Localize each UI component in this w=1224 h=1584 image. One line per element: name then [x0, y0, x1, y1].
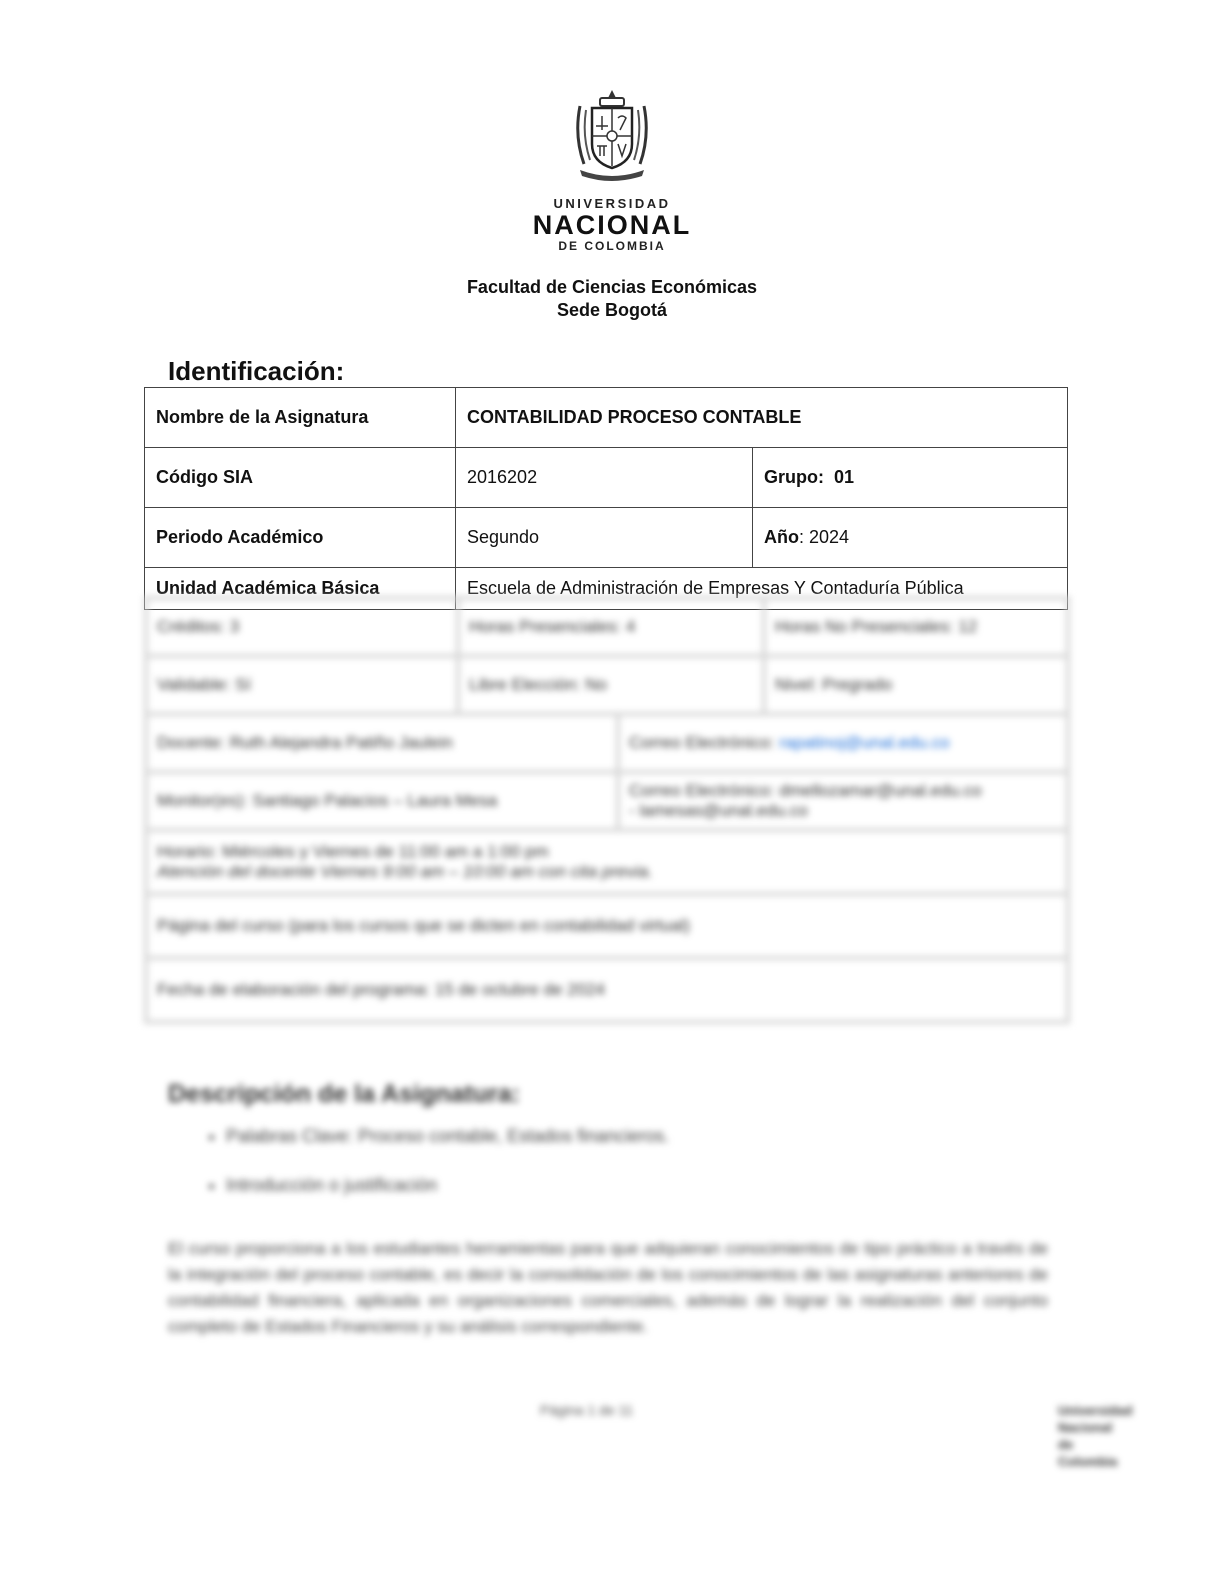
- schedule-cell: [146, 830, 1068, 894]
- teacher-email-label: Correo Electrónico:: [629, 733, 775, 752]
- schedule: Horario: Miércoles y Viernes de 11:00 am a 1:00 pm: [157, 842, 549, 861]
- staff-table: [144, 712, 1070, 832]
- teacher-email-link[interactable]: rapatinoj@unal.edu.co: [779, 733, 950, 752]
- university-seal-icon: [570, 86, 654, 186]
- group-label: Grupo:: [764, 467, 824, 487]
- credits: Créditos: 3: [146, 598, 458, 656]
- table-row: [145, 448, 1068, 508]
- elaboration-date: Fecha de elaboración del programa: 15 de octubre de 2024: [146, 958, 1068, 1022]
- description-list: [200, 1126, 1026, 1224]
- monitors-email-2: - lamesas@unal.edu.co: [629, 801, 808, 820]
- unit-value: Escuela de Administración de Empresas Y Contaduría Pública: [456, 568, 1068, 610]
- identification-table: [144, 387, 1068, 610]
- list-item: • Palabras Clave: Proceso contable, Estados financieros.: [226, 1126, 1026, 1147]
- faculty-name: Facultad de Ciencias Económicas: [466, 277, 758, 297]
- code-label: Código SIA: [145, 448, 456, 508]
- university-logo: [0, 86, 1224, 253]
- schedule-table: [144, 828, 1070, 1024]
- stamp-line3: de Colombia: [1058, 1437, 1118, 1469]
- year-cell: [753, 508, 1068, 568]
- subject-label: Nombre de la Asignatura: [145, 388, 456, 448]
- presential-hours: Horas Presenciales: 4: [458, 598, 764, 656]
- attention: Atención del docente Viernes 9:00 am – 10:00 am con cita previa.: [157, 862, 653, 881]
- group-value: 01: [834, 467, 855, 487]
- identification-title: Identificación:: [168, 356, 345, 386]
- level: Nivel: Pregrado: [764, 656, 1068, 714]
- campus-name: Sede Bogotá: [556, 300, 667, 320]
- table-row: [145, 508, 1068, 568]
- table-row: [146, 656, 1068, 714]
- list-item: • Introducción o justificación: [226, 1175, 1026, 1196]
- teacher: Docente: Ruth Alejandra Patiño Jaulein: [146, 714, 618, 772]
- table-row: [146, 772, 1068, 830]
- free-choice: Libre Elección: No: [458, 656, 764, 714]
- faculty-heading: [0, 276, 1224, 322]
- teacher-email-cell: [618, 714, 1068, 772]
- table-row: [146, 830, 1068, 894]
- period-label: Periodo Académico: [145, 508, 456, 568]
- monitors-email-label: Correo Electrónico:: [629, 781, 775, 800]
- footer-stamp: [1058, 1402, 1132, 1470]
- university-name-line3: DE COLOMBIA: [558, 239, 666, 253]
- description-title: Descripción de la Asignatura:: [168, 1080, 520, 1108]
- course-page: Página del curso (para los cursos que se dicten en contabilidad virtual): [146, 894, 1068, 958]
- page-number: Página 1 de 11: [540, 1402, 634, 1418]
- table-row: [146, 714, 1068, 772]
- year-value: : 2024: [799, 527, 850, 547]
- table-row: [145, 388, 1068, 448]
- monitors-email-1: dmellozamar@unal.edu.co: [779, 781, 982, 800]
- subject-value: CONTABILIDAD PROCESO CONTABLE: [456, 388, 1068, 448]
- monitors: Monitor(es): Santiago Palacios – Laura Mesa: [146, 772, 618, 830]
- table-row: [146, 958, 1068, 1022]
- table-row: [146, 598, 1068, 656]
- table-row: [146, 894, 1068, 958]
- university-name-line2: NACIONAL: [532, 210, 692, 240]
- validable: Validable: Sí: [146, 656, 458, 714]
- stamp-line2: Nacional: [1058, 1420, 1113, 1435]
- group-cell: [753, 448, 1068, 508]
- period-value: Segundo: [456, 508, 753, 568]
- description-paragraph: El curso proporciona a los estudiantes herramientas para que adquieran conocimientos de tipo práctico a través de la integración del proceso contable, es decir la consolidación de los conocimientos de las asignaturas anteriores de contabilidad financiera, aplicada en organizaciones comerciales, además de lograr la realización del conjunto completo de Estados Financieros y su análisis correspondiente.: [168, 1239, 1048, 1336]
- unit-label: Unidad Académica Básica: [145, 568, 456, 610]
- monitors-email-cell: [618, 772, 1068, 830]
- non-presential-hours: Horas No Presenciales: 12: [764, 598, 1068, 656]
- details-table: [144, 596, 1070, 716]
- stamp-line1: Universidad: [1058, 1403, 1133, 1418]
- university-name-line1: UNIVERSIDAD: [553, 196, 671, 211]
- year-label: Año: [764, 527, 799, 547]
- code-value: 2016202: [456, 448, 753, 508]
- blurred-content: [140, 596, 1133, 1469]
